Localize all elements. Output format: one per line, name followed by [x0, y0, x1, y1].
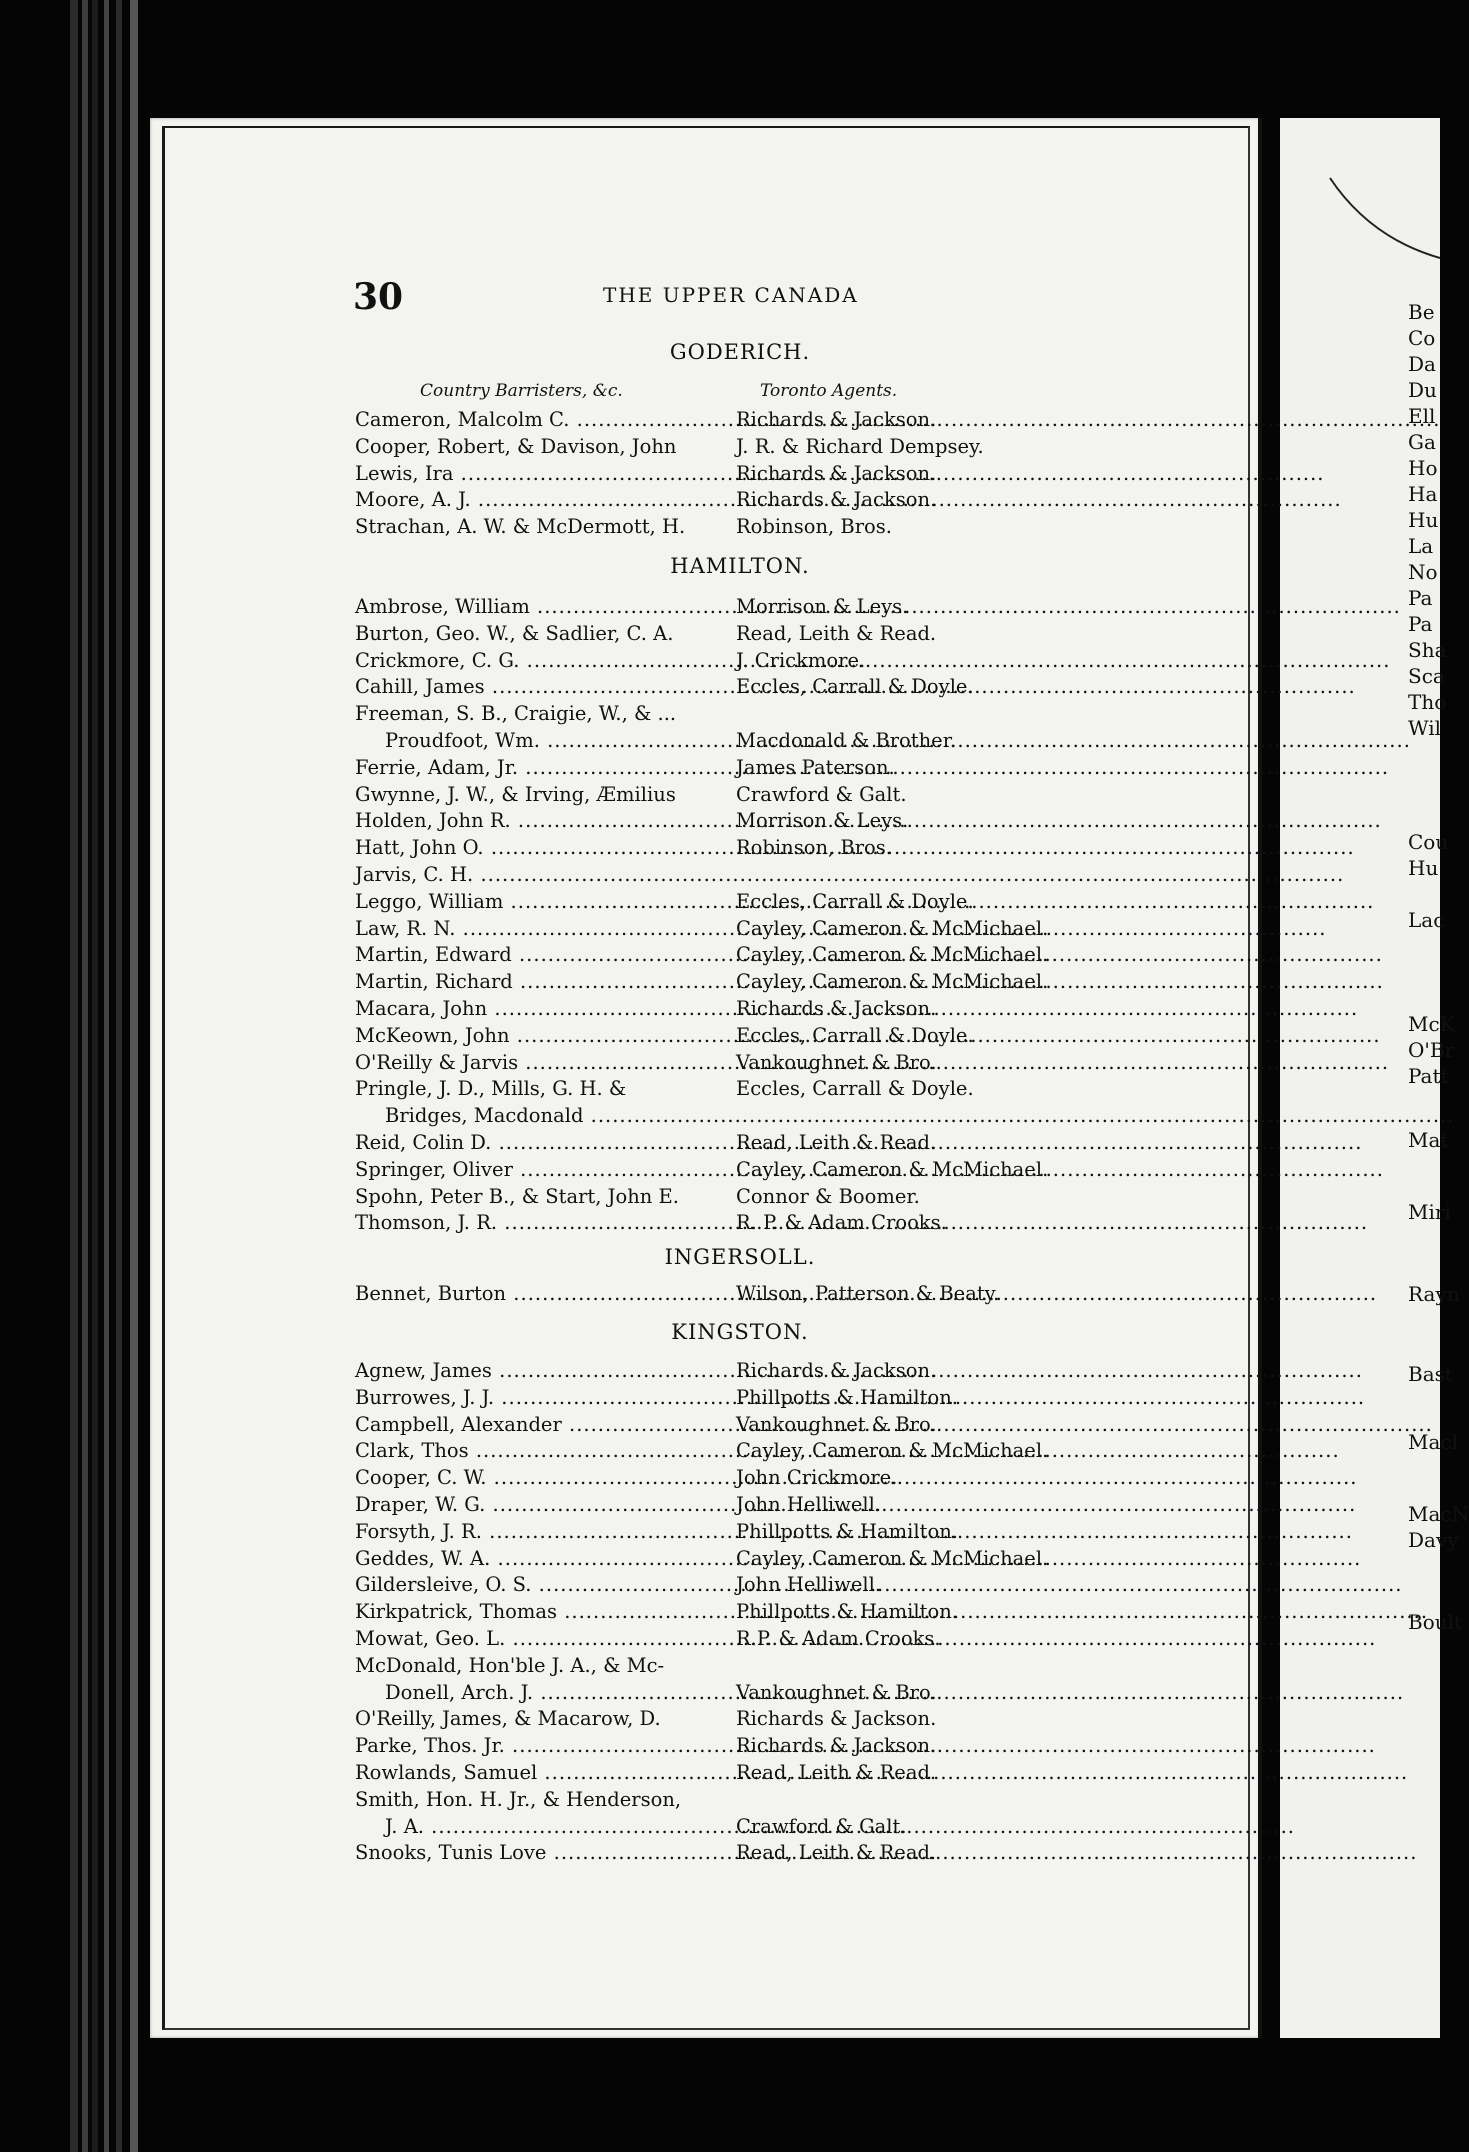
entry-row	[355, 701, 1155, 727]
barrister-name: Freeman, S. B., Craigie, W., & ...	[355, 702, 677, 726]
facing-page-fragment: Wil	[1408, 716, 1441, 740]
facing-page-fragment: Pa	[1408, 612, 1433, 636]
toronto-agent: J. R. & Richard Dempsey.	[736, 434, 984, 458]
entry-row	[355, 514, 1155, 540]
toronto-agent: Connor & Boomer.	[736, 1184, 920, 1208]
section-heading: KINGSTON.	[671, 1320, 809, 1344]
barrister-name: Clark, Thos .....	[355, 1438, 730, 1464]
toronto-agent: Vankoughnet & Bro.	[736, 1412, 937, 1436]
barrister-name: Reid, Colin D. .....	[355, 1130, 730, 1156]
toronto-agent: John Crickmore.	[736, 1466, 898, 1490]
entry-row	[355, 621, 1155, 647]
barrister-name: O'Reilly & Jarvis .....	[355, 1050, 730, 1076]
toronto-agent: Eccles, Carrall & Doyle.	[736, 675, 974, 699]
toronto-agent: Cayley, Cameron & McMichael.	[736, 1157, 1049, 1181]
entry-row	[355, 996, 1155, 1022]
facing-page-fragment: Du	[1408, 378, 1437, 402]
page-edge	[92, 0, 98, 2152]
curve-mark	[1280, 118, 1440, 318]
toronto-agent: James Paterson.	[736, 755, 895, 779]
section-heading: HAMILTON.	[670, 554, 810, 578]
barrister-name: Holden, John R. .....	[355, 808, 730, 834]
facing-page-fragment: Cou	[1408, 830, 1449, 854]
toronto-agent: R.P. & Adam Crooks.	[736, 1627, 941, 1650]
page-edge	[82, 0, 88, 2152]
barrister-name: Gwynne, J. W., & Irving, Æmilius	[355, 782, 676, 806]
section-heading: GODERICH.	[669, 340, 811, 364]
facing-page-fragment: Sha	[1408, 638, 1447, 662]
entry-row	[355, 862, 1155, 888]
entry-row	[355, 1787, 1155, 1813]
toronto-agent: Richards & Jackson.	[736, 1359, 937, 1382]
toronto-agent: Robinson, Bros.	[736, 515, 892, 539]
facing-page-fragment: No	[1408, 560, 1438, 584]
barrister-name: Mowat, Geo. L. .....	[355, 1626, 730, 1652]
entry-row	[355, 728, 1155, 754]
toronto-agent: Eccles, Carrall & Doyle.	[736, 889, 974, 913]
facing-page-fragment: Patt	[1408, 1064, 1449, 1088]
barrister-name: J. A. .....	[385, 1814, 730, 1840]
facing-page-fragment: Pa	[1408, 586, 1433, 610]
entry-row	[355, 755, 1155, 781]
toronto-agent: Robinson, Bros.	[736, 836, 892, 860]
barrister-name: Thomson, J. R. .....	[355, 1210, 730, 1236]
barrister-name: Burrowes, J. J. .....	[355, 1385, 730, 1411]
barrister-name: Gildersleive, O. S. .....	[355, 1572, 730, 1598]
facing-page-fragment: Ell	[1408, 404, 1436, 428]
toronto-agent: John Helliwell.	[736, 1573, 882, 1597]
entry-row	[355, 487, 1155, 513]
barrister-name: Kirkpatrick, Thomas .....	[355, 1599, 730, 1625]
toronto-agent: Richards & Jackson.	[736, 997, 937, 1020]
toronto-agent: Cayley, Cameron & McMichael.	[736, 1546, 1049, 1570]
entry-row	[355, 1733, 1155, 1759]
barrister-name: Macara, John .....	[355, 996, 730, 1022]
barrister-name: Forsyth, J. R. .....	[355, 1519, 730, 1545]
barrister-name: Martin, Edward .....	[355, 942, 730, 968]
entry-row	[355, 1599, 1155, 1625]
facing-page-fragment: Lac	[1408, 908, 1445, 932]
entry-row	[355, 1680, 1155, 1706]
barrister-name: Parke, Thos. Jr. .....	[355, 1733, 730, 1759]
toronto-agent: Cayley, Cameron & McMichael.	[736, 1439, 1049, 1463]
toronto-agent: Vankoughnet & Bro.	[736, 1050, 937, 1074]
facing-page-fragment: McK	[1408, 1012, 1455, 1036]
facing-page-fragment: Be	[1408, 300, 1435, 324]
entry-row	[355, 889, 1155, 915]
entry-row	[355, 434, 1155, 460]
entry-row	[355, 1023, 1155, 1049]
barrister-name: Draper, W. G. .....	[355, 1492, 730, 1518]
column-header-left: Country Barristers, &c.	[420, 381, 623, 401]
toronto-agent: Morrison & Leys.	[736, 809, 909, 833]
barrister-name: Donell, Arch. J. .....	[385, 1680, 730, 1706]
facing-page-fragment: Ha	[1408, 482, 1438, 506]
entry-row	[355, 407, 1155, 433]
entry-row	[355, 969, 1155, 995]
barrister-name: Burton, Geo. W., & Sadlier, C. A.	[355, 621, 674, 645]
toronto-agent: Read, Leith & Read.	[736, 1131, 937, 1154]
entry-row	[355, 808, 1155, 834]
toronto-agent: Read, Leith & Read.	[736, 621, 937, 645]
entry-row	[355, 1358, 1155, 1384]
facing-page-fragment: Hu	[1408, 508, 1439, 532]
barrister-name: Jarvis, C. H. .....	[355, 862, 730, 888]
toronto-agent: Richards & Jackson.	[736, 1734, 937, 1758]
barrister-name: Spohn, Peter B., & Start, John E.	[355, 1184, 679, 1208]
entry-row	[355, 1184, 1155, 1210]
toronto-agent: Phillpotts & Hamilton.	[736, 1600, 958, 1624]
toronto-agent: R. P. & Adam Crooks.	[736, 1211, 947, 1235]
entry-row	[355, 674, 1155, 700]
facing-page-fragment: Ho	[1408, 456, 1438, 480]
barrister-name: Bridges, Macdonald .....	[385, 1103, 730, 1129]
entry-row	[355, 1210, 1155, 1236]
barrister-name: Pringle, J. D., Mills, G. H. &	[355, 1077, 627, 1101]
toronto-agent: Richards & Jackson.	[736, 488, 937, 512]
entry-row	[355, 1076, 1155, 1102]
entry-row	[355, 1572, 1155, 1598]
barrister-name: Leggo, William .....	[355, 889, 730, 915]
barrister-name: Crickmore, C. G. .....	[355, 648, 730, 674]
facing-page-fragment: Co	[1408, 326, 1436, 350]
barrister-name: Strachan, A. W. & McDermott, H.	[355, 515, 686, 539]
toronto-agent: Cayley, Cameron & McMichael.	[736, 970, 1049, 994]
barrister-name: Martin, Richard .....	[355, 969, 730, 995]
entry-row	[355, 1546, 1155, 1572]
toronto-agent: Cayley, Cameron & McMichael.	[736, 943, 1049, 967]
toronto-agent: Read, Leith & Read.	[736, 1841, 937, 1865]
entry-row	[355, 1157, 1155, 1183]
barrister-name: Lewis, Ira .....	[355, 461, 730, 487]
page-edge	[70, 0, 78, 2152]
toronto-agent: Macdonald & Brother.	[736, 729, 957, 752]
entry-row	[355, 1385, 1155, 1411]
toronto-agent: J. Crickmore.	[736, 648, 866, 672]
entry-row	[355, 835, 1155, 861]
barrister-name: Rowlands, Samuel .....	[355, 1760, 730, 1786]
barrister-name: Cahill, James .....	[355, 674, 730, 700]
toronto-agent: Richards & Jackson.	[736, 1707, 937, 1731]
entry-row	[355, 1706, 1155, 1732]
toronto-agent: Wilson, Patterson & Beaty.	[736, 1282, 1000, 1305]
facing-page-fragment: Rayn	[1408, 1282, 1460, 1306]
toronto-agent: Vankoughnet & Bro.	[736, 1680, 937, 1704]
section-heading: INGERSOLL.	[664, 1245, 816, 1269]
barrister-name: Geddes, W. A. .....	[355, 1546, 730, 1572]
barrister-name: Campbell, Alexander .....	[355, 1412, 730, 1438]
entry-row	[355, 648, 1155, 674]
entry-row	[355, 1760, 1155, 1786]
facing-page-fragment: O'Br	[1408, 1038, 1455, 1062]
toronto-agent: Richards & Jackson.	[736, 461, 937, 485]
facing-page-fragment: Boult	[1408, 1610, 1463, 1634]
barrister-name: O'Reilly, James, & Macarow, D.	[355, 1707, 661, 1731]
barrister-name: Moore, A. J. .....	[355, 487, 730, 513]
toronto-agent: Read, Leith & Read.	[736, 1761, 937, 1784]
toronto-agent: Eccles, Carrall & Doyle.	[736, 1023, 974, 1047]
page-number: 30	[353, 276, 404, 318]
facing-page-fragment: Hu	[1408, 856, 1439, 880]
page-edge	[104, 0, 109, 2152]
facing-page-fragment: Da	[1408, 352, 1436, 376]
facing-page-fragment: Mat	[1408, 1128, 1449, 1152]
toronto-agent: Phillpotts & Hamilton.	[736, 1519, 958, 1543]
barrister-name: Bennet, Burton .....	[355, 1281, 730, 1307]
entry-row	[355, 916, 1155, 942]
entry-row	[355, 1130, 1155, 1156]
facing-page-fragment: Bast	[1408, 1362, 1453, 1386]
barrister-name: Springer, Oliver .....	[355, 1157, 730, 1183]
barrister-name: Ambrose, William .....	[355, 594, 730, 620]
entry-row	[355, 594, 1155, 620]
barrister-name: Law, R. N. .....	[355, 916, 730, 942]
barrister-name: Agnew, James .....	[355, 1358, 730, 1384]
entry-row	[355, 1653, 1155, 1679]
page-edge	[116, 0, 122, 2152]
facing-page-fragment: Miri	[1408, 1200, 1451, 1224]
page-edge	[130, 0, 138, 2152]
entry-row	[355, 1519, 1155, 1545]
entry-row	[355, 782, 1155, 808]
barrister-name: Ferrie, Adam, Jr. .....	[355, 755, 730, 781]
entry-row	[355, 1412, 1155, 1438]
barrister-name: Snooks, Tunis Love .....	[355, 1840, 730, 1866]
barrister-name: Smith, Hon. H. Jr., & Henderson,	[355, 1787, 682, 1811]
toronto-agent: Eccles, Carrall & Doyle.	[736, 1077, 974, 1101]
entry-row	[355, 1050, 1155, 1076]
entry-row	[355, 942, 1155, 968]
toronto-agent: Cayley, Cameron & McMichael.	[736, 916, 1049, 940]
barrister-name: Proudfoot, Wm. .....	[385, 728, 730, 754]
entry-row	[355, 1626, 1155, 1652]
facing-page-fragment: Macl	[1408, 1430, 1458, 1454]
entry-row	[355, 1840, 1155, 1866]
toronto-agent: Richards & Jackson.	[736, 408, 937, 431]
facing-page-fragment: Davy	[1408, 1528, 1459, 1552]
entry-row	[355, 1281, 1155, 1307]
facing-page-fragment: MacN	[1408, 1502, 1469, 1526]
facing-page-fragment: La	[1408, 534, 1434, 558]
entry-row	[355, 1492, 1155, 1518]
entry-row	[355, 1103, 1155, 1129]
barrister-name: Cooper, C. W. .....	[355, 1465, 730, 1491]
entry-row	[355, 1814, 1155, 1840]
entry-row	[355, 1465, 1155, 1491]
barrister-name: Hatt, John O. .....	[355, 835, 730, 861]
barrister-name: Cooper, Robert, & Davison, John	[355, 434, 677, 458]
toronto-agent: Phillpotts & Hamilton.	[736, 1385, 958, 1409]
facing-page-fragment: Ga	[1408, 430, 1436, 454]
barrister-name: McKeown, John .....	[355, 1023, 730, 1049]
barrister-name: McDonald, Hon'ble J. A., & Mc-	[355, 1653, 665, 1677]
toronto-agent: Morrison & Leys.	[736, 595, 909, 618]
facing-page-fragment: Sca	[1408, 664, 1445, 688]
toronto-agent: Crawford & Galt.	[736, 1814, 907, 1838]
entry-row	[355, 461, 1155, 487]
running-head: THE UPPER CANADA	[603, 283, 859, 307]
barrister-name: Cameron, Malcolm C. .....	[355, 407, 730, 433]
column-header-right: Toronto Agents.	[760, 381, 898, 401]
toronto-agent: Crawford & Galt.	[736, 782, 907, 806]
facing-page-fragment: Tho	[1408, 690, 1447, 714]
toronto-agent: John Helliwell.	[736, 1493, 882, 1516]
entry-row	[355, 1438, 1155, 1464]
